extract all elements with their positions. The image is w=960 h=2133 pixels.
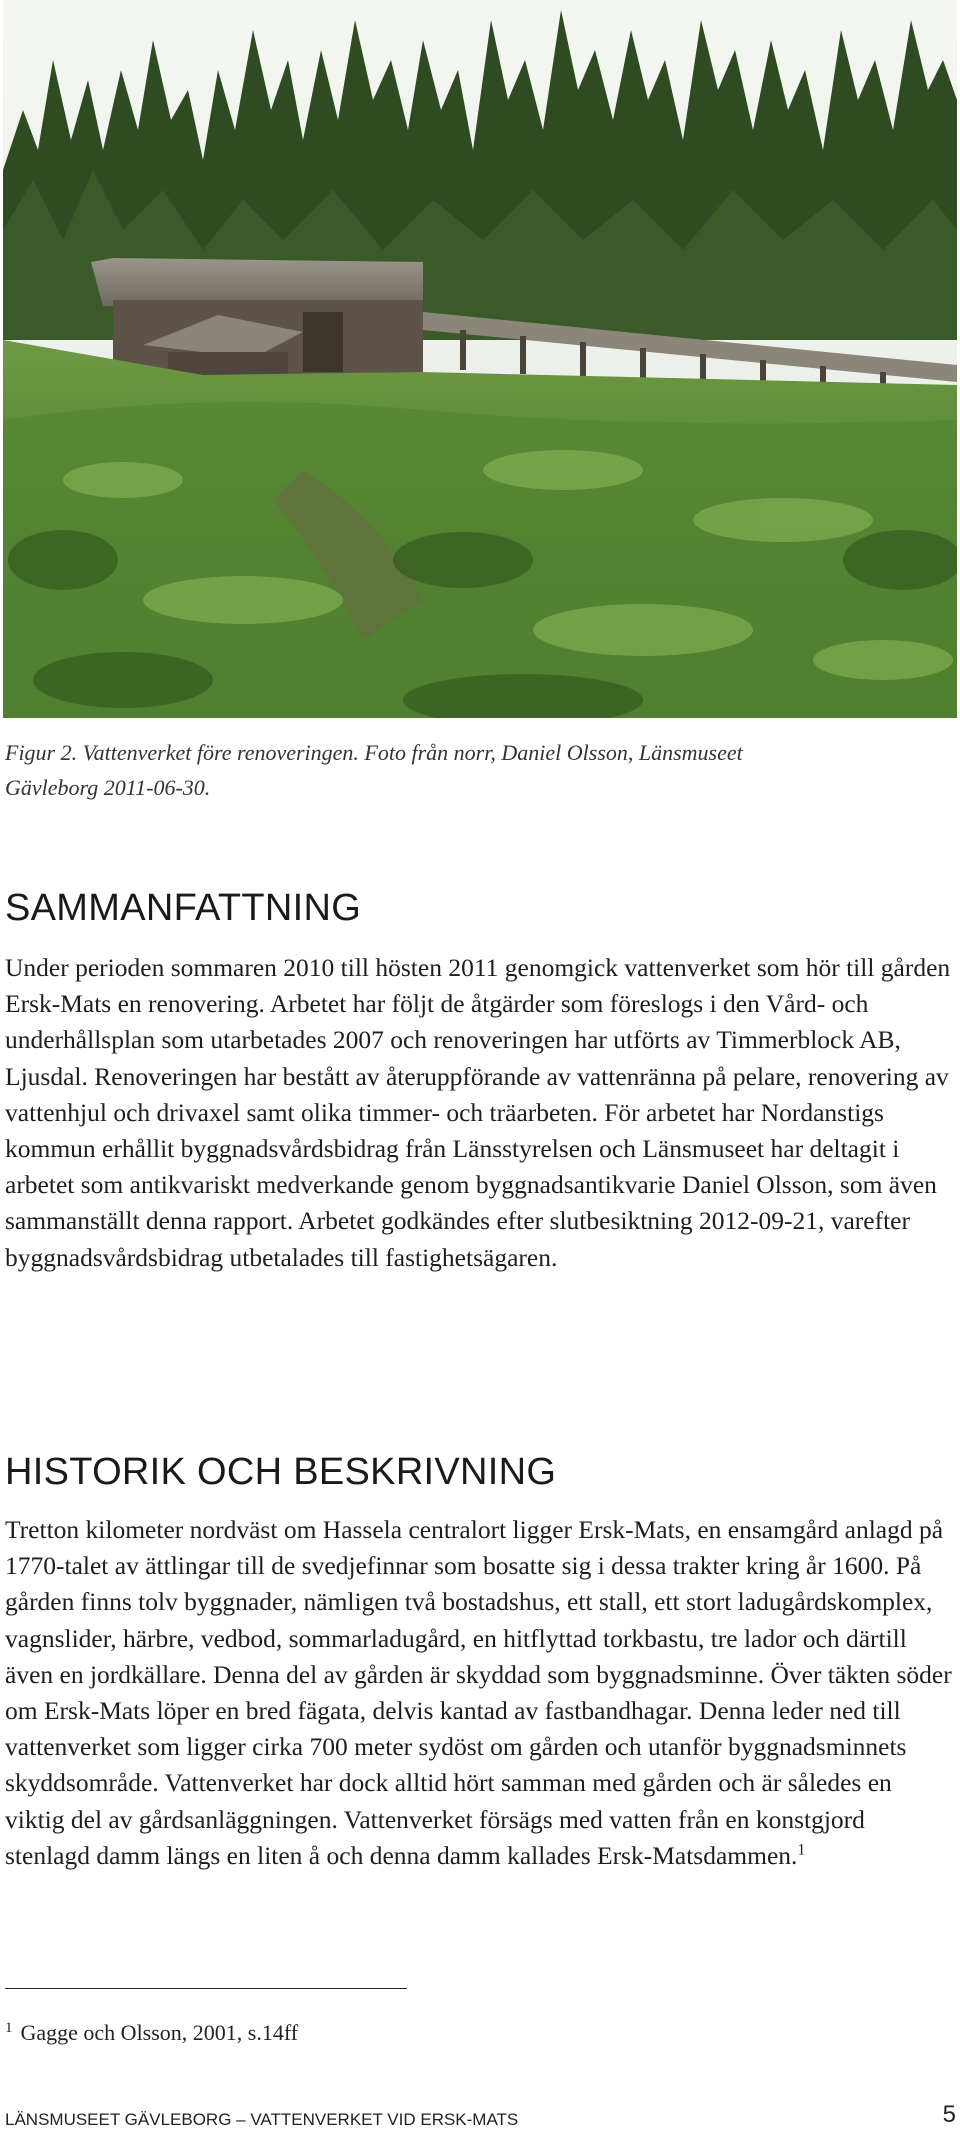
- summary-paragraph: Under perioden sommaren 2010 till hösten 2011 genomgick vattenverket som hör till gården Ersk-Mats en renovering. Arbetet har följt de åtgärder som föreslogs i den Vård- och underhållsplan som utarbetades 2007 och renoveringen har utförts av Timmerblock AB, Ljusdal. Renoveringen har bestått av återuppförande av vattenränna på pelare, renovering av vattenhjul och drivaxel samt olika timmer- och träarbeten. För arbetet har Nordanstigs kommun erhållit byggnadsvårdsbidrag från Länsstyrelsen och Länsmuseet har deltagit i arbetet som antikvariskt medverkande genom byggnadsantikvarie Daniel Olsson, som även sammanställt denna rapport. Arbetet godkändes efter slutbesiktning 2012-09-21, varefter byggnadsvårdsbidrag utbetalades till fastighetsägaren.: [5, 953, 951, 1272]
- footnote-separator: [5, 1988, 407, 1989]
- history-heading: HISTORIK OCH BESKRIVNING: [5, 1451, 557, 1493]
- page-number: 5: [942, 2101, 956, 2128]
- footnote-reference[interactable]: 1: [797, 1841, 806, 1859]
- figure-photo: [3, 0, 957, 718]
- footnote-number: 1: [5, 2019, 13, 2036]
- page-footer-title: LÄNSMUSEET GÄVLEBORG – VATTENVERKET VID ERSK-MATS: [5, 2110, 519, 2129]
- forest-watermill-photo: [3, 0, 957, 718]
- figure-caption: [5, 735, 905, 805]
- history-paragraph: [5, 1512, 955, 1874]
- history-paragraph-text: Tretton kilometer nordväst om Hassela centralort ligger Ersk-Mats, en ensamgård anlagd på 1770-talet av ättlingar till de svedjefinnar som bosatte sig i dessa trakter kring år 1600. På gården finns tolv byggnader, nämligen två bostadshus, ett stall, ett stort ladugårdskomplex, vagnslider, härbre, vedbod, sommarladugård, en hitflyttad torkbastu, tre lador och därtill även en jordkällare. Denna del av gården är skyddad som byggnadsminne. Över täkten söder om Ersk-Mats löper en bred fägata, delvis kantad av fastbandhagar. Denna leder ned till vattenverket som ligger cirka 700 meter sydöst om gården och utanför byggnadsminnets skyddsområde. Vattenverket har dock alltid hört samman med gården och är således en viktig del av gårdsanläggningen. Vattenverket försägs med vatten från en konstgjord stenlagd damm längs en liten å och denna damm kallades Ersk-Matsdammen.: [5, 1515, 952, 1870]
- figure-caption-line-2: Gävleborg 2011-06-30.: [5, 775, 211, 800]
- footnote: [5, 2018, 298, 2048]
- footnote-text: Gagge och Olsson, 2001, s.14ff: [20, 2020, 299, 2045]
- figure-caption-line-1: Figur 2. Vattenverket före renoveringen. Foto från norr, Daniel Olsson, Länsmuseet: [5, 740, 743, 765]
- summary-heading: SAMMANFATTNING: [5, 887, 362, 929]
